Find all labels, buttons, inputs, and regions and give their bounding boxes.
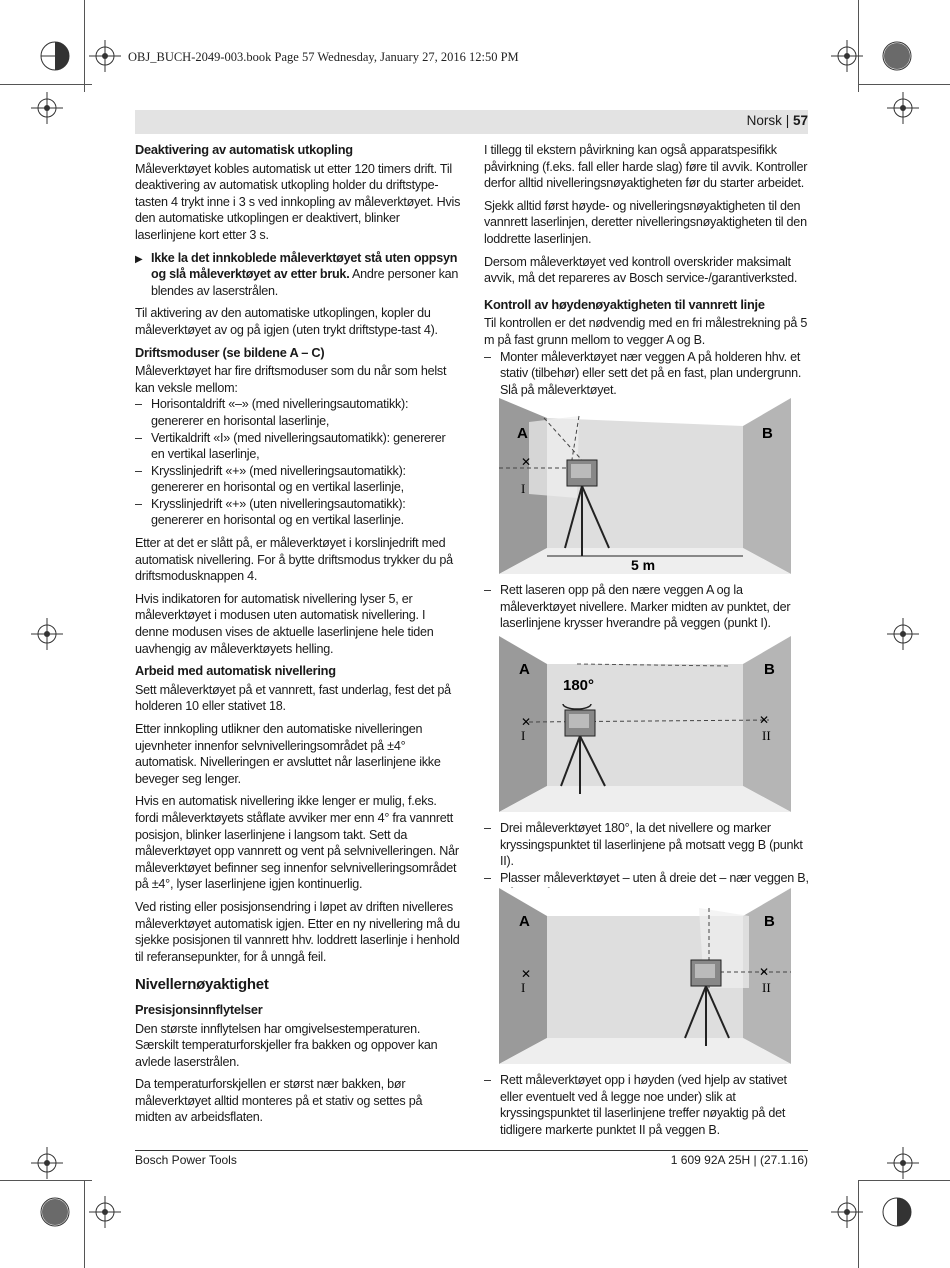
list-item: – Vertikaldrift «I» (med nivelleringsautomatikk): genererer en vertikal laserlinje,	[135, 430, 446, 462]
paragraph: Hvis indikatoren for automatisk nivellering lyser 5, er måleverktøyet i modusen uten automatisk nivellering. I denne modusen vises de aktuelle laserlinjene hele tiden uavhengig av måleverktøyets helling.	[135, 591, 434, 656]
wall-a-label: A	[519, 661, 530, 678]
header-separator: |	[785, 113, 790, 128]
paragraph: Etter innkopling utlikner den automatiske nivelleringen ujevnheter innenfor selvnivelleringsområdet på ±4° automatisk. Nivelleringen er avsluttet når laserlinjene ikke beveger seg lenger.	[135, 722, 441, 786]
rotation-label: 180°	[563, 677, 595, 694]
list-item: – Plasser måleverktøyet – uten å dreie det – nær veggen B,	[484, 870, 809, 885]
paragraph: Måleverktøyet kobles automatisk ut etter 120 timers drift. Til deaktivering av automatisk utkopling holder du driftstype-tasten 4 trykt inne i 3 s ved innkopling av måleverktøyet. Hvis den automatiske utkoplingen er deaktivert, blinker laserlinjene kort etter 3 s.	[135, 161, 461, 242]
paragraph: Måleverktøyet har fire driftsmoduser som du når som helst kan veksle mellom:	[135, 364, 447, 395]
figure-rotate-180	[499, 636, 791, 812]
paragraph: Til aktivering av den automatiske utkoplingen, kopler du måleverktøyet av og på igjen (uten trykt driftstype-tast 4).	[135, 306, 438, 337]
left-column	[135, 142, 461, 1132]
point-label: II	[762, 728, 771, 743]
crop-line	[858, 84, 950, 85]
crop-line	[84, 1180, 85, 1268]
list-item: – Rett måleverktøyet opp i høyden (ved hjelp av stativet eller eventuelt ved å legge noe under) slik at kryssingspunktet til laserlinjene treffer nøyaktig på det tidligere markerte punktet II på veggen B.	[484, 1073, 787, 1137]
crop-line	[858, 1180, 859, 1268]
mark-x-icon: ✕	[759, 965, 770, 979]
heading-height-check: Kontroll av høydenøyaktigheten til vannrett linje	[484, 296, 765, 312]
footer-left: Bosch Power Tools	[135, 1153, 237, 1167]
list-item: – Krysslinjedrift «+» (uten nivelleringsautomatikk): genererer en horisontal og en vertikal laserlinje.	[135, 496, 406, 528]
heading-accuracy: Nivellernøyaktighet	[135, 976, 269, 994]
header-bar	[135, 110, 808, 134]
paragraph: I tillegg til ekstern påvirkning kan også apparatspesifikk påvirkning (f.eks. fall eller harde slag) føre til avvik. Kontroller derfor alltid nivelleringsnøyaktigheten før du starter arbeidet.	[484, 143, 808, 191]
paragraph: Sett måleverktøyet på et vannrett, fast underlag, fest det på holderen 10 eller stativet 18.	[135, 682, 451, 714]
footer-right: 1 609 92A 25H | (27.1.16)	[670, 1153, 808, 1167]
figure-setup-wall-a	[499, 398, 791, 574]
point-label: I	[521, 728, 526, 743]
language-label: Norsk	[746, 113, 782, 128]
mark-x-icon: ✕	[521, 715, 532, 729]
page-header	[747, 113, 808, 128]
footer-rule	[135, 1150, 808, 1151]
crop-line	[858, 0, 859, 92]
paragraph: Dersom måleverktøyet ved kontroll overskrider maksimalt avvik, må det repareres av Bosch service-/garantiverksted.	[484, 254, 798, 286]
wall-a-label: A	[519, 913, 530, 930]
paragraph: Da temperaturforskjellen er størst nær bakken, bør måleverktøyet alltid monteres på et stativ og settes på midten av arbeidsflaten.	[135, 1077, 423, 1125]
heading-precision: Presisjonsinnflytelser	[135, 1001, 263, 1017]
paragraph: Sjekk alltid først høyde- og nivelleringsnøyaktigheten til den vannrett laserlinjen, deretter nivelleringsnøyaktigheten til den loddrette laserlinjen.	[484, 198, 807, 246]
heading-modes: Driftsmoduser (se bildene A – C)	[135, 344, 325, 360]
distance-label: 5 m	[631, 557, 656, 573]
mark-x-icon: ✕	[759, 713, 770, 727]
mark-x-icon: ✕	[521, 455, 532, 469]
list-item: – Horisontaldrift «–» (med nivelleringsautomatikk): genererer en horisontal laserlinje,	[135, 397, 409, 428]
heading-auto-leveling: Arbeid med automatisk nivellering	[135, 663, 336, 679]
list-item: – Drei måleverktøyet 180°, la det nivellere og marker kryssingspunktet til laserlinjene på motsatt vegg B (punkt II).	[484, 821, 803, 869]
wall-b-label: B	[764, 661, 775, 678]
list-item: – Krysslinjedrift «+» (med nivelleringsautomatikk): genererer en horisontal og en vertikal laserlinje,	[135, 463, 406, 495]
figure-setup-wall-b	[499, 888, 791, 1064]
list-item: – Monter måleverktøyet nær veggen A på holderen hhv. et stativ (tilbehør) eller sett det på en fast, plan undergrunn. Slå på måleverktøyet.	[484, 349, 802, 397]
point-label: I	[521, 980, 526, 995]
arrow-icon: ▶	[135, 253, 143, 265]
right-column-step5	[484, 1072, 810, 1138]
mark-x-icon: ✕	[521, 967, 532, 981]
right-column-top	[484, 142, 810, 398]
wall-a-label: A	[517, 425, 528, 442]
paragraph: Den største innflytelsen har omgivelsestemperaturen. Særskilt temperaturforskjeller fra bakken og oppover kan avlede laserstrålen.	[135, 1021, 438, 1069]
paragraph: Til kontrollen er det nødvendig med en fri målestrekning på 5 m på fast grunn mellom to vegger A og B.	[484, 316, 808, 347]
paragraph: Hvis en automatisk nivellering ikke lenger er mulig, f.eks. fordi måleverktøyets ståflate avviker mer enn 4° fra vannrett posisjon, blinker laserlinjene i langsom takt. Sett da måleverktøyet opp vannrett og vent på selvnivelleringen. Når måleverktøyet befinner seg innenfor selvnivelleringsområdet på ±4°, lyser laserlinjene igjen kontinuerlig.	[135, 794, 459, 892]
warning-item	[135, 250, 461, 300]
crop-line	[0, 84, 92, 85]
paragraph: Etter at det er slått på, er måleverktøyet i korslinjedrift med automatisk nivellering. For å bytte driftsmodus trykker du på driftsmodusknappen 4.	[135, 536, 453, 584]
crop-line	[858, 1180, 950, 1181]
wall-b-label: B	[764, 913, 775, 930]
paragraph: Ved risting eller posisjonsendring i løpet av driften nivelleres måleverktøyet automatisk igjen. Etter en ny nivellering må du sjekke posisjonen til vannrett hhv. loddrett laserlinje i henhold til referansepunkter, for å unngå feil.	[135, 899, 460, 964]
right-column-step2	[484, 582, 810, 632]
crop-line	[0, 1180, 92, 1181]
point-label: I	[521, 481, 526, 496]
point-label: II	[762, 980, 771, 995]
page-number: 57	[792, 113, 808, 128]
crop-line	[84, 0, 85, 92]
warning-text: Andre personer kan blendes av laserstrålen.	[151, 267, 459, 298]
list-item: – Rett laseren opp på den nære veggen A og la måleverktøyet nivellere. Marker midten av punktet, der laserlinjene krysser hverandre på veggen (punkt I).	[484, 583, 791, 631]
heading-deactivation: Deaktivering av automatisk utkopling	[135, 142, 353, 157]
print-header: OBJ_BUCH-2049-003.book Page 57 Wednesday, January 27, 2016 12:50 PM	[128, 50, 519, 64]
wall-b-label: B	[762, 425, 773, 442]
warning-bold: Ikke la det innkoblede måleverktøyet stå uten oppsyn og slå måleverktøyet av etter bruk.	[151, 250, 458, 282]
